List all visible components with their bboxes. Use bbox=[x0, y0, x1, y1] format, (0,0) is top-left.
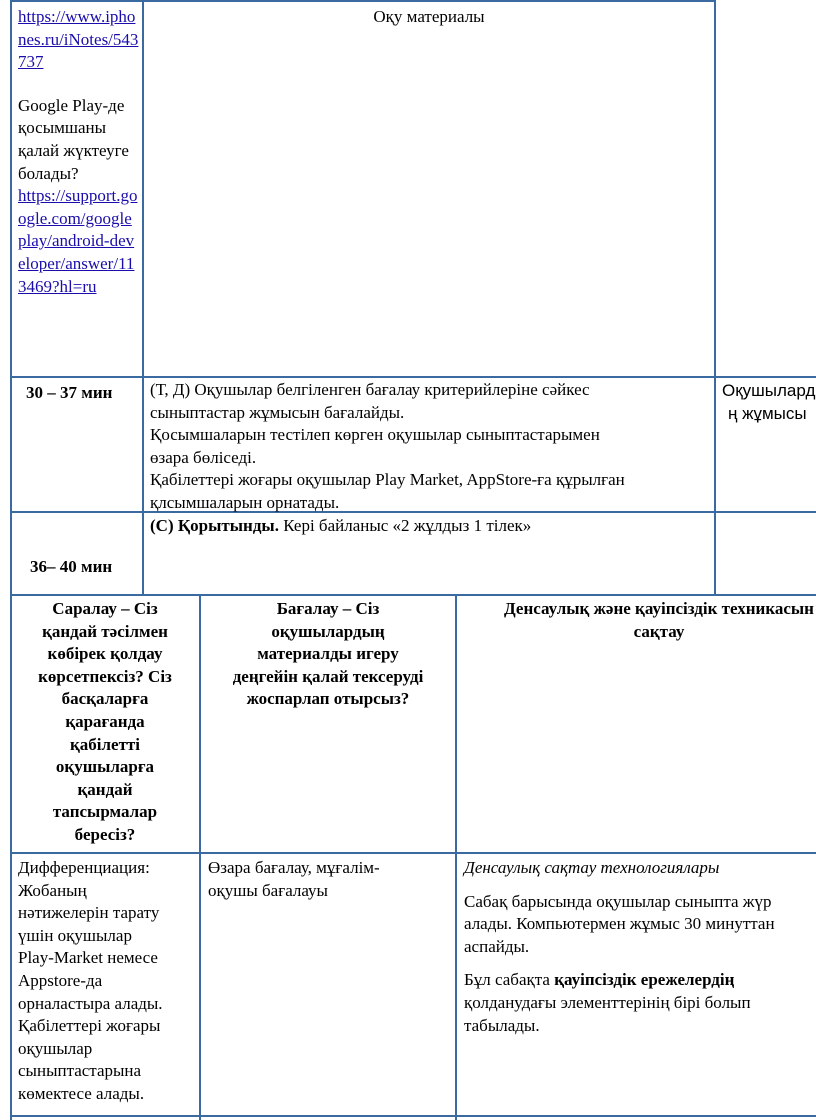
table-border bbox=[199, 596, 201, 1120]
header-line: қабілетті bbox=[69, 734, 141, 754]
time-36-40: 36– 40 мин bbox=[30, 557, 113, 576]
header-line: тапсырмалар bbox=[52, 802, 158, 822]
content-line: Play-Market немесе bbox=[18, 948, 158, 968]
header-line: басқаларға bbox=[61, 689, 149, 709]
content-line: Жобаның bbox=[18, 880, 87, 900]
header-line: Бағалау – Сіз bbox=[276, 599, 380, 618]
table-border bbox=[10, 0, 12, 596]
table-border bbox=[10, 596, 12, 1120]
content-line: Appstore-да bbox=[18, 970, 103, 990]
header-health-safety bbox=[459, 598, 816, 643]
content-line: табылады. bbox=[464, 1015, 540, 1035]
table-border bbox=[10, 852, 816, 854]
header-line: Денсаулық және қауіпсіздік техникасын bbox=[504, 599, 814, 618]
header-differentiation bbox=[14, 598, 196, 847]
table-border bbox=[10, 0, 716, 2]
table-border bbox=[455, 596, 457, 1120]
conclusion-rest: Кері байланыс «2 жұлдыз 1 тілек» bbox=[278, 516, 532, 535]
assessment-line: сыныптастар жұмысын бағалайды. bbox=[150, 402, 405, 422]
conclusion-text bbox=[150, 515, 710, 538]
content-line: аспайды. bbox=[464, 936, 530, 956]
content-line: нәтижелерін тарату bbox=[18, 903, 160, 923]
table-border bbox=[142, 0, 144, 596]
differentiation-content bbox=[18, 857, 196, 1106]
header-assessment bbox=[203, 598, 453, 711]
support-link[interactable]: https://support.google.com/googleplay/android-developer/answer/113469?hl=ru bbox=[18, 186, 138, 296]
header-line: жоспарлап отырсыз? bbox=[246, 689, 410, 709]
safety-bold: қауіпсіздік ережелердің bbox=[554, 970, 735, 990]
header-line: қандай тәсілмен bbox=[42, 621, 168, 641]
conclusion-bold: (С) Қорытынды. bbox=[150, 516, 279, 535]
materials-heading: Оқу материалы bbox=[373, 7, 485, 26]
header-line: қарағанда bbox=[65, 711, 145, 731]
content-line: үшін оқушылар bbox=[18, 925, 132, 945]
health-title: Денсаулық сақтау технологиялары bbox=[464, 858, 720, 877]
resources-cell bbox=[18, 6, 140, 298]
table-border bbox=[10, 1115, 816, 1117]
students-work-line: Оқушылард bbox=[722, 381, 816, 400]
content-line: алады. Компьютермен жұмыс 30 минуттан bbox=[464, 914, 775, 934]
safety-pre: Бұл сабақта bbox=[464, 970, 555, 990]
content-line: оқушылар bbox=[18, 1038, 93, 1058]
header-line: деңгейін қалай тексеруді bbox=[232, 666, 424, 686]
header-line: оқушылардың bbox=[271, 621, 385, 641]
assessment-line: (Т, Д) Оқушылар белгіленген бағалау критерийлеріне сәйкес bbox=[150, 380, 590, 399]
iphones-link[interactable]: https://www.iphones.ru/iNotes/543737 bbox=[18, 7, 139, 72]
assessment-line: қлсымшаларын орнатады. bbox=[150, 492, 340, 512]
header-line: сақтау bbox=[633, 621, 685, 641]
header-line: бересіз? bbox=[74, 824, 136, 844]
content-line: оқушы бағалауы bbox=[208, 880, 328, 900]
content-line: Дифференциация: bbox=[18, 858, 150, 877]
table-border bbox=[714, 0, 716, 596]
health-paragraph-2 bbox=[464, 969, 816, 1037]
content-line: сыныптастарына bbox=[18, 1061, 142, 1081]
health-paragraph-1 bbox=[464, 891, 816, 959]
header-line: қандай bbox=[77, 779, 133, 799]
assessment-text bbox=[150, 379, 710, 515]
header-line: Саралау – Сіз bbox=[52, 599, 158, 618]
assessment-line: Қосымшаларын тестілеп көрген оқушылар сыныптастарымен bbox=[150, 425, 600, 445]
header-line: оқушыларға bbox=[55, 757, 155, 777]
table-border bbox=[10, 376, 816, 378]
assessment-line: Қабілеттері жоғары оқушылар Play Market, AppStore-ға құрылған bbox=[150, 470, 625, 490]
content-line: Қабілеттері жоғары bbox=[18, 1016, 161, 1036]
content-line bbox=[464, 969, 816, 992]
google-play-question: Google Play-де қосымшаны қалай жүктеуге болады? bbox=[18, 95, 129, 183]
assessment-content bbox=[208, 857, 452, 902]
header-line: материалды игеру bbox=[257, 644, 399, 664]
assessment-line: өзара бөліседі. bbox=[150, 447, 257, 467]
header-line: көбірек қолдау bbox=[47, 644, 163, 664]
content-line: Сабақ барысында оқушылар сыныпта жүр bbox=[464, 891, 772, 911]
time-30-37: 30 – 37 мин bbox=[26, 383, 113, 402]
health-content bbox=[464, 857, 816, 1037]
content-line: көмектесе алады. bbox=[18, 1083, 145, 1103]
table-border bbox=[10, 594, 816, 596]
content-line: Өзара бағалау, мұғалім- bbox=[208, 858, 380, 877]
header-line: көрсетпексіз? Сіз bbox=[38, 666, 172, 686]
students-work-line: ң жұмысы bbox=[728, 403, 807, 423]
students-work-label bbox=[722, 380, 816, 425]
content-line: орналастыра алады. bbox=[18, 993, 163, 1013]
content-line: қолданудағы элементтерінің бірі болып bbox=[464, 992, 751, 1012]
